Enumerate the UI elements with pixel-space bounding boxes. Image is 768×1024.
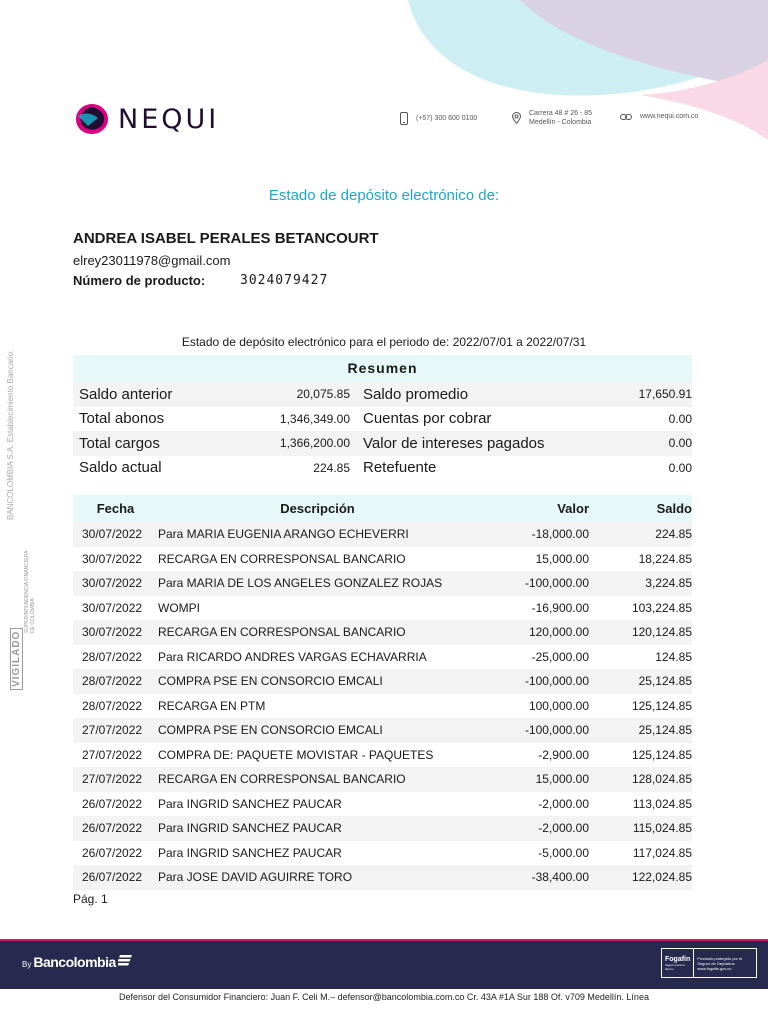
summary-row: [73, 456, 692, 481]
column-header-date: Fecha: [73, 495, 158, 522]
table-row: [73, 645, 692, 670]
fogafin-name: Fogafín: [665, 955, 691, 963]
phone-text: (+57) 300 600 0100: [416, 115, 478, 122]
vigilado-seal: [10, 545, 36, 690]
fogafin-sub: Seguro para tu ahorro: [665, 962, 685, 971]
cell-balance: 25,124.85: [589, 669, 692, 694]
product-number-value: 3024079427: [240, 273, 329, 288]
summary-label: Retefuente: [363, 459, 437, 477]
cell-balance: 125,124.85: [631, 747, 692, 762]
summary-label: Saldo promedio: [363, 385, 469, 403]
table-row: [73, 547, 692, 572]
nequi-logo-icon: [74, 102, 110, 136]
cell-description: COMPRA PSE EN CONSORCIO EMCALI: [158, 669, 477, 694]
summary-label: Total abonos: [79, 410, 165, 428]
cell-value: -5,000.00: [538, 845, 589, 860]
table-row: [73, 718, 692, 743]
summary-value: 0.00: [668, 460, 692, 475]
summary-value: 17,650.91: [638, 387, 692, 402]
cell-description: RECARGA EN CORRESPONSAL BANCARIO: [158, 620, 477, 645]
cell-description: Para RICARDO ANDRES VARGAS ECHAVARRIA: [158, 649, 427, 664]
cell-balance: 124.85: [655, 649, 692, 664]
contact-website: [620, 112, 698, 121]
cell-balance: 128,024.85: [589, 767, 692, 792]
holder-email: elrey23011978@gmail.com: [73, 253, 231, 268]
brand-name: NEQUI: [118, 103, 220, 135]
vigilado-subtitle: [24, 550, 36, 633]
product-number-label: Número de producto:: [73, 273, 206, 288]
table-row: [73, 620, 692, 645]
cell-date: 28/07/2022: [82, 698, 143, 713]
transactions-table: [73, 495, 692, 890]
summary-value: 0.00: [668, 436, 692, 451]
bancolombia-stripes-icon: [118, 955, 134, 967]
cell-date: 26/07/2022: [82, 845, 143, 860]
website-link[interactable]: www.nequi.com.co: [640, 113, 699, 120]
cell-description: Para INGRID SANCHEZ PAUCAR: [158, 816, 477, 841]
table-row: [73, 669, 692, 694]
cell-description: Para MARIA EUGENIA ARANGO ECHEVERRI: [158, 522, 477, 547]
cell-value: -16,900.00: [531, 600, 589, 615]
phone-icon: [400, 112, 408, 125]
cell-value: 15,000.00: [535, 551, 589, 566]
summary-value: 224.85: [313, 460, 350, 475]
cell-balance: 25,124.85: [589, 718, 692, 743]
cell-value: -100,000.00: [477, 571, 589, 596]
cell-balance: 113,024.85: [632, 796, 692, 811]
cell-value: 120,000.00: [477, 620, 589, 645]
cell-balance: 122,024.85: [589, 865, 692, 890]
table-row: [73, 571, 692, 596]
summary-value: 1,366,200.00: [279, 436, 350, 451]
cell-date: 30/07/2022: [73, 571, 158, 596]
cell-description: COMPRA DE: PAQUETE MOVISTAR - PAQUETES: [158, 747, 434, 762]
document-title: Estado de depósito electrónico de:: [268, 187, 500, 204]
cell-date: 30/07/2022: [73, 620, 158, 645]
cell-value: -38,400.00: [477, 865, 589, 890]
cell-balance: 3,224.85: [589, 571, 692, 596]
cell-value: 15,000.00: [477, 767, 589, 792]
summary-value: 0.00: [668, 411, 692, 426]
cell-date: 27/07/2022: [73, 767, 158, 792]
cell-description: Para JOSE DAVID AGUIRRE TORO: [158, 865, 477, 890]
cell-description: RECARGA EN PTM: [158, 698, 266, 713]
cell-balance: 117,024.85: [632, 845, 692, 860]
cell-description: WOMPI: [158, 600, 200, 615]
summary-label: Cuentas por cobrar: [363, 410, 492, 428]
table-row: [73, 694, 692, 719]
link-icon: [620, 113, 632, 121]
table-row: [73, 865, 692, 890]
cell-value: -2,000.00: [477, 816, 589, 841]
summary-label: Saldo anterior: [79, 385, 173, 403]
cell-description: Para INGRID SANCHEZ PAUCAR: [158, 845, 342, 860]
address-line-1: Carrera 48 # 26 - 85: [529, 110, 593, 117]
side-bank-text: [6, 349, 18, 520]
header-background-shapes: [0, 0, 768, 200]
page-number: Pág. 1: [73, 892, 108, 906]
bancolombia-logo: [22, 954, 134, 970]
fogafin-desc-text: Producto protegido por el Seguro de Depósitos: [697, 955, 743, 966]
contact-address: [512, 109, 592, 127]
cell-balance: 125,124.85: [631, 698, 692, 713]
table-row: [73, 743, 692, 768]
vigilado-word: VIGILADO: [10, 628, 23, 690]
cell-value: -2,900.00: [538, 747, 589, 762]
summary-label: Valor de intereses pagados: [363, 434, 545, 452]
fogafin-badge: [661, 948, 757, 978]
cell-value: -100,000.00: [477, 669, 589, 694]
cell-balance: 18,224.85: [638, 551, 692, 566]
cell-description: Para INGRID SANCHEZ PAUCAR: [158, 796, 342, 811]
contact-phone: [400, 112, 477, 125]
vigilado-sub-line-1: SUPERINTENDENCIA FINANCIERA: [24, 550, 30, 633]
bancolombia-name: Bancolombia: [33, 954, 116, 970]
cell-date: 28/07/2022: [73, 669, 158, 694]
cell-description: RECARGA EN CORRESPONSAL BANCARIO: [158, 551, 406, 566]
cell-description: COMPRA PSE EN CONSORCIO EMCALI: [158, 718, 477, 743]
cell-balance: 224.85: [589, 522, 692, 547]
nequi-logo: [74, 102, 219, 136]
fogafin-url[interactable]: www.fogafin.gov.co: [697, 965, 732, 971]
bank-legal-text: BANCOLOMBIA S.A. Establecimiento Bancario.: [6, 349, 15, 520]
column-header-description: Descripción: [158, 495, 477, 522]
cell-value: -100,000.00: [477, 718, 589, 743]
address-line-2: Medellín - Colombia: [529, 119, 592, 126]
location-pin-icon: [512, 112, 521, 124]
cell-date: 28/07/2022: [82, 649, 143, 664]
column-header-balance: Saldo: [589, 495, 692, 522]
cell-description: RECARGA EN CORRESPONSAL BANCARIO: [158, 767, 477, 792]
table-row: [73, 816, 692, 841]
cell-balance: 115,024.85: [589, 816, 692, 841]
cell-date: 26/07/2022: [73, 865, 158, 890]
cell-date: 30/07/2022: [73, 522, 158, 547]
table-row: [73, 596, 692, 621]
vigilado-sub-line-2: DE COLOMBIA: [30, 598, 36, 633]
summary-value: 1,346,349.00: [279, 411, 350, 426]
transactions-header-row: [73, 495, 692, 522]
summary-label: Total cargos: [79, 434, 160, 452]
cell-date: 27/07/2022: [82, 747, 143, 762]
cell-balance: 120,124.85: [589, 620, 692, 645]
cell-date: 26/07/2022: [73, 816, 158, 841]
cell-value: -25,000.00: [531, 649, 589, 664]
table-row: [73, 522, 692, 547]
summary-heading: Resumen: [73, 355, 692, 382]
table-row: [73, 792, 692, 817]
cell-date: 30/07/2022: [82, 551, 143, 566]
summary-value: 20,075.85: [296, 387, 350, 402]
summary-table: [73, 355, 692, 480]
cell-balance: 103,224.85: [631, 600, 692, 615]
statement-period: Estado de depósito electrónico para el periodo de: 2022/07/01 a 2022/07/31: [181, 335, 587, 349]
summary-label: Saldo actual: [79, 459, 162, 477]
cell-value: -2,000.00: [538, 796, 589, 811]
table-row: [73, 841, 692, 866]
cell-description: Para MARIA DE LOS ANGELES GONZALEZ ROJAS: [158, 571, 477, 596]
holder-name: ANDREA ISABEL PERALES BETANCOURT: [73, 230, 379, 247]
summary-row: [73, 382, 692, 407]
fogafin-description: [694, 956, 756, 971]
ombudsman-text: Defensor del Consumidor Financiero: Juan F. Celi M.– defensor@bancolombia.com.co Cr. 43A #1A Sur 188 Of. v709 Medellín. Línea: [119, 992, 649, 1002]
column-header-value: Valor: [477, 495, 589, 522]
cell-date: 30/07/2022: [82, 600, 143, 615]
cell-date: 27/07/2022: [73, 718, 158, 743]
table-row: [73, 767, 692, 792]
summary-row: [73, 407, 692, 432]
cell-value: -18,000.00: [477, 522, 589, 547]
cell-date: 26/07/2022: [82, 796, 143, 811]
by-label: By: [22, 960, 32, 969]
fogafin-brand: [662, 949, 694, 977]
summary-row: [73, 431, 692, 456]
cell-value: 100,000.00: [528, 698, 589, 713]
